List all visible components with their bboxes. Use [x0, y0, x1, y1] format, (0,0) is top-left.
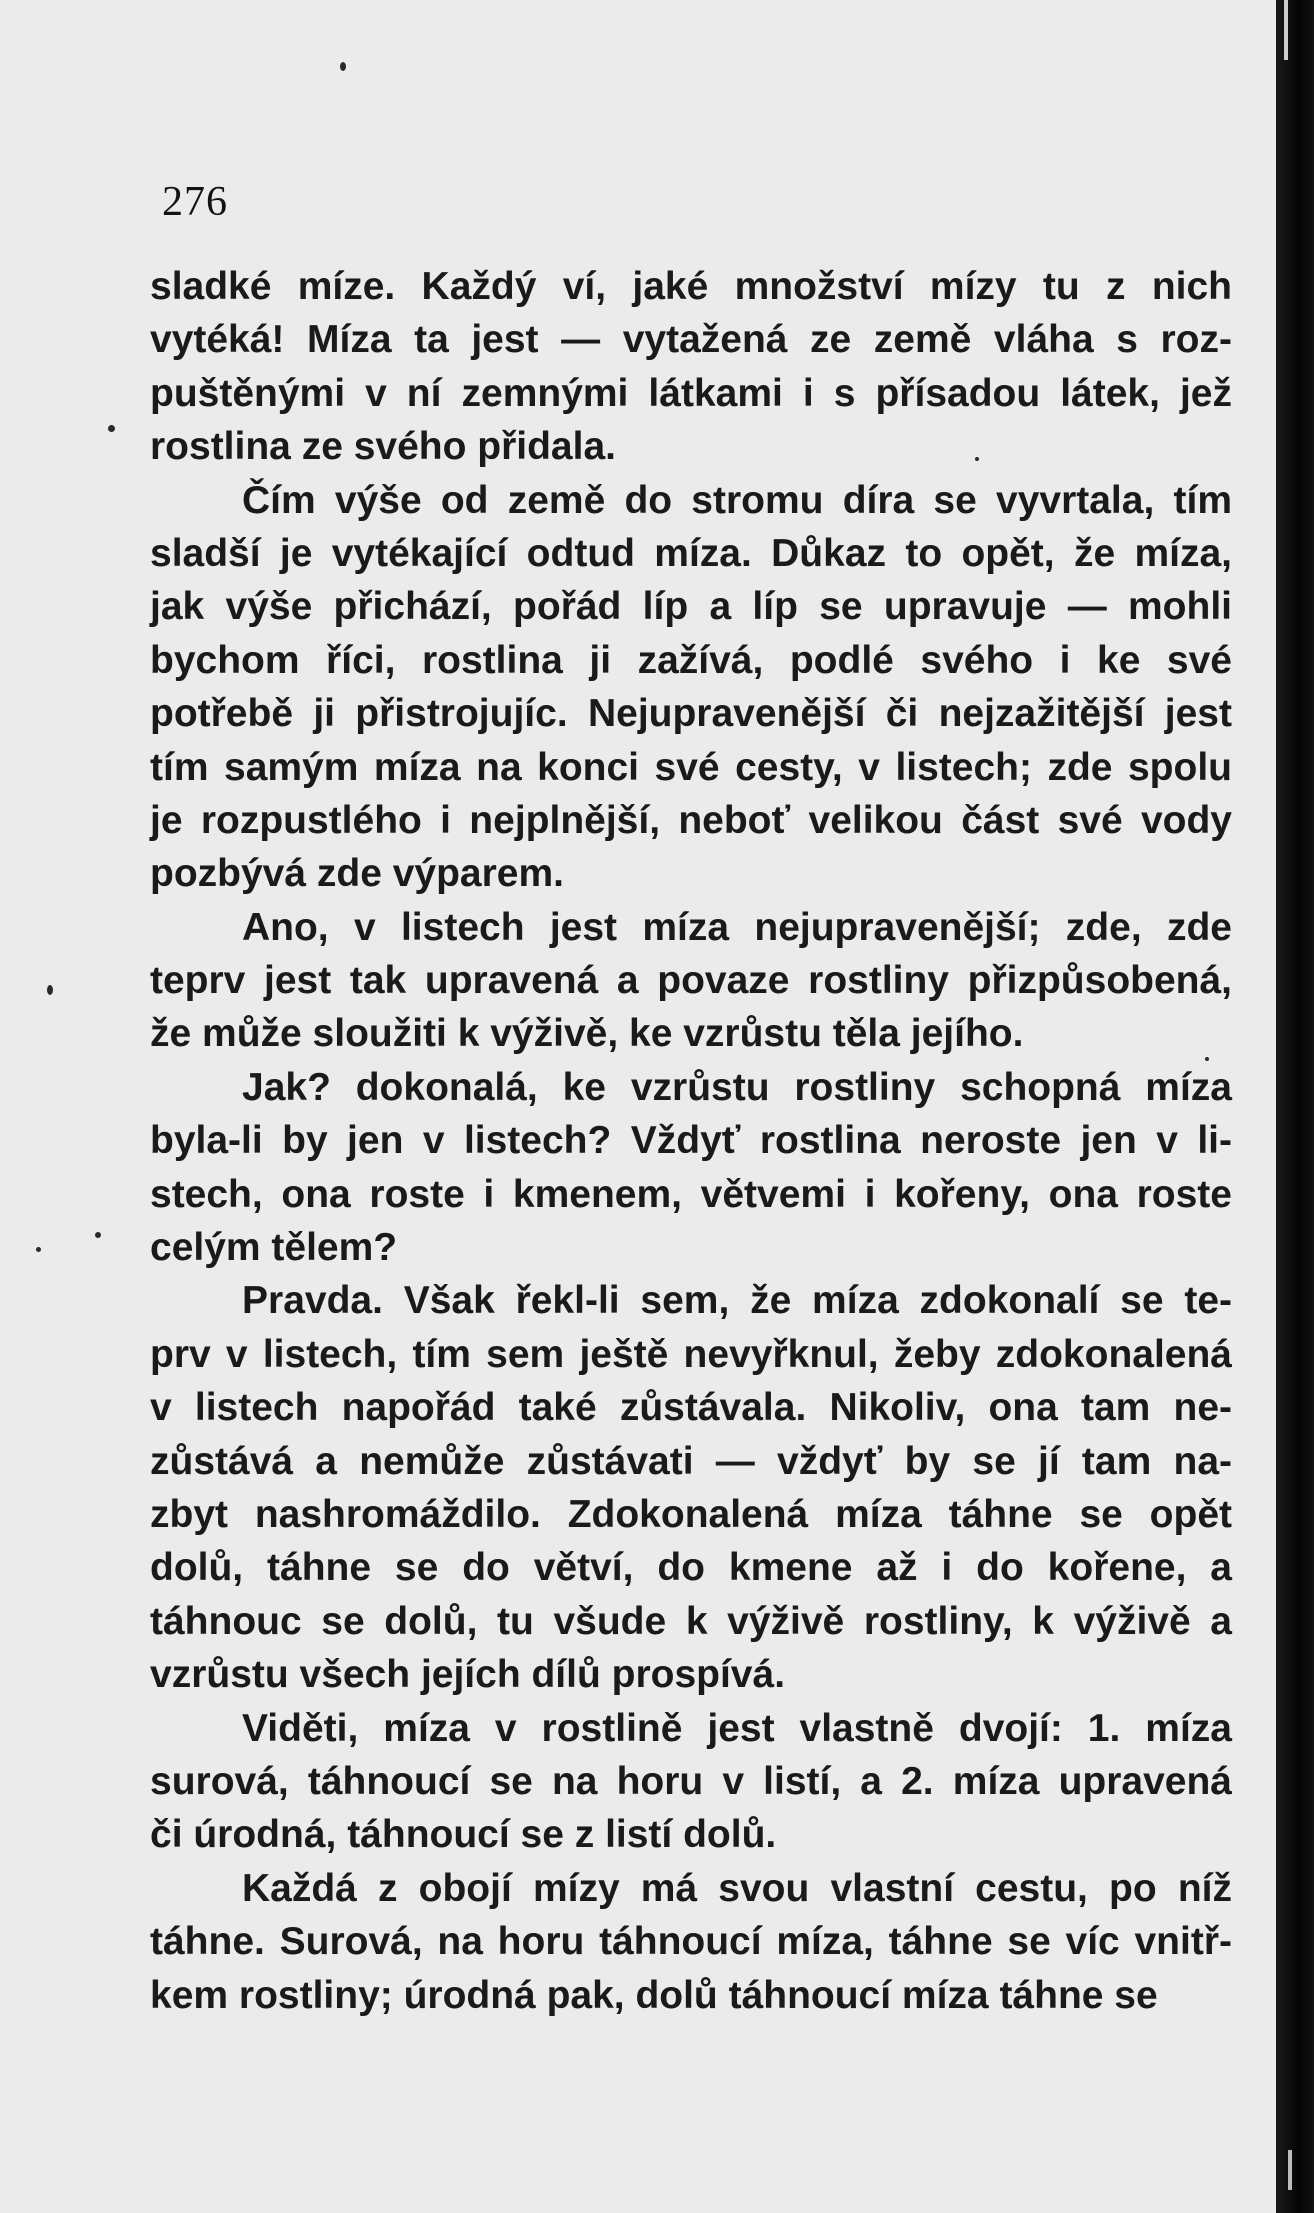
edge-highlight: [1284, 0, 1288, 60]
text-line: Každá z obojí mízy má svou vlastní cestu, po níž: [242, 1866, 1232, 1910]
text-line: byla-li by jen v listech? Vždyť rostlina neroste jen v li-: [150, 1119, 1232, 1163]
text-line: surová, táhnoucí se na horu v listí, a 2. míza upravená: [150, 1759, 1232, 1803]
text-line: tím samým míza na konci své cesty, v listech; zde spolu: [150, 745, 1232, 789]
text-line: Viděti, míza v rostlině jest vlastně dvojí: 1. míza: [242, 1706, 1232, 1750]
ink-speck: [975, 457, 979, 461]
text-line: dolů, táhne se do větví, do kmene až i do kořene, a: [150, 1546, 1232, 1590]
page-edge-shadow: [1276, 0, 1314, 2213]
text-line: táhnouc se dolů, tu všude k výživě rostliny, k výživě a: [150, 1599, 1232, 1643]
text-line: Ano, v listech jest míza nejupravenější; zde, zde: [242, 905, 1232, 949]
text-line: pozbývá zde výparem.: [150, 852, 564, 896]
text-line: Čím výše od země do stromu díra se vyvrtala, tím: [242, 478, 1232, 522]
text-line: kem rostliny; úrodná pak, dolů táhnoucí míza táhne se: [150, 1973, 1158, 2017]
text-line: stech, ona roste i kmenem, větvemi i kořeny, ona roste: [150, 1172, 1232, 1216]
text-line: zůstává a nemůže zůstávati — vždyť by se jí tam na-: [150, 1439, 1232, 1483]
text-line: že může sloužiti k výživě, ke vzrůstu těla jejího.: [150, 1012, 1024, 1056]
text-line: vzrůstu všech jejích dílů prospívá.: [150, 1653, 786, 1697]
text-line: sladké míze. Každý ví, jaké množství mízy tu z nich: [150, 265, 1232, 308]
text-line: vytéká! Míza ta jest — vytažená ze země vláha s roz-: [150, 318, 1232, 362]
text-line: teprv jest tak upravená a povaze rostliny přizpůsobená,: [150, 959, 1232, 1003]
body-text: [150, 260, 1232, 2022]
text-line: potřebě ji přistrojujíc. Nejupravenější či nejzažitější jest: [150, 692, 1232, 736]
text-line: zbyt nashromáždilo. Zdokonalená míza táhne se opět: [150, 1492, 1232, 1536]
text-line: celým tělem?: [150, 1226, 398, 1270]
text-line: je rozpustlého i nejplnější, neboť velikou část své vody: [150, 798, 1232, 842]
text-line: bychom říci, rostlina ji zažívá, podlé svého i ke své: [150, 638, 1232, 682]
ink-speck: [108, 425, 115, 432]
text-line: sladší je vytékající odtud míza. Důkaz to opět, že míza,: [150, 531, 1232, 575]
page-number: 276: [162, 179, 228, 225]
ink-speck: [95, 1232, 101, 1238]
text-line: prv v listech, tím sem ještě nevyřknul, žeby zdokonalená: [150, 1332, 1232, 1376]
ink-speck: [1205, 1057, 1209, 1061]
text-line: jak výše přichází, pořád líp a líp se upravuje — mohli: [150, 585, 1232, 629]
text-line: táhne. Surová, na horu táhnoucí míza, táhne se víc vnitř-: [150, 1920, 1232, 1964]
text-line: puštěnými v ní zemnými látkami i s přísadou látek, jež: [150, 371, 1232, 415]
text-line: rostlina ze svého přidala.: [150, 425, 616, 469]
text-line: Pravda. Však řekl-li sem, že míza zdokonalí se te-: [242, 1279, 1232, 1323]
text-line: či úrodná, táhnoucí se z listí dolů.: [150, 1813, 777, 1857]
text-line: v listech napořád také zůstávala. Nikoliv, ona tam ne-: [150, 1386, 1232, 1430]
ink-speck: [340, 62, 346, 71]
ink-speck: [36, 1247, 41, 1252]
ink-speck: [47, 985, 53, 995]
text-line: Jak? dokonalá, ke vzrůstu rostliny schopná míza: [242, 1065, 1232, 1109]
edge-highlight: [1288, 2150, 1292, 2190]
